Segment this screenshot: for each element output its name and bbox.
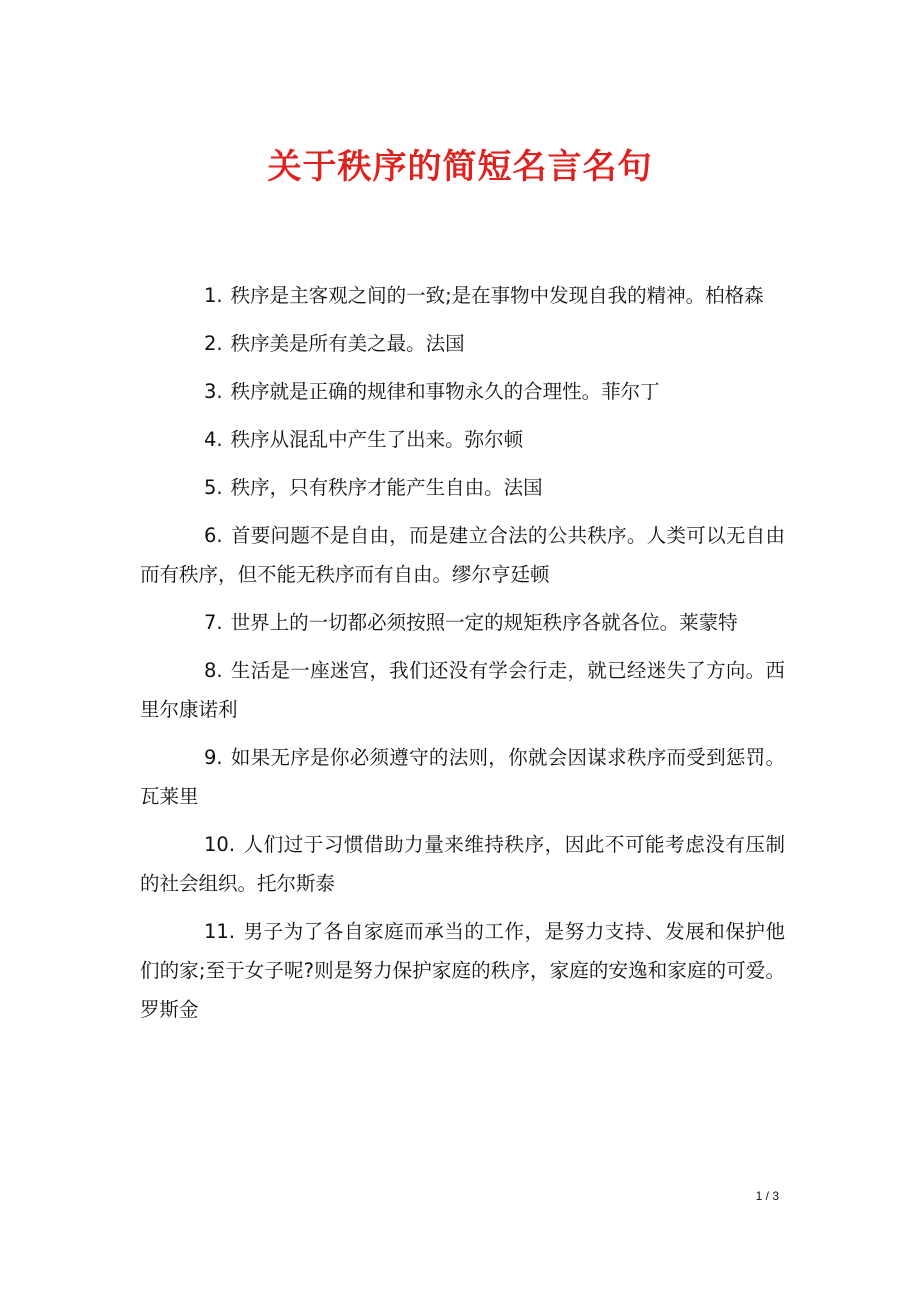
list-item <box>140 468 785 507</box>
list-item <box>140 603 785 642</box>
item-text: 如果无序是你必须遵守的法则，你就会因谋求秩序而受到惩罚。瓦莱里 <box>140 746 785 808</box>
list-item <box>140 912 785 1029</box>
list-item <box>140 324 785 363</box>
item-number: 7. <box>204 611 223 634</box>
list-item <box>140 276 785 315</box>
item-number: 5. <box>204 476 223 499</box>
item-number: 10. <box>204 833 236 856</box>
item-text: 世界上的一切都必须按照一定的规矩秩序各就各位。莱蒙特 <box>230 611 738 634</box>
item-text: 秩序就是正确的规律和事物永久的合理性。菲尔丁 <box>230 380 660 403</box>
item-number: 9. <box>204 746 223 769</box>
list-item <box>140 651 785 729</box>
item-text: 首要问题不是自由，而是建立合法的公共秩序。人类可以无自由而有秩序，但不能无秩序而有自由。缪尔亨廷顿 <box>140 524 785 586</box>
item-number: 11. <box>204 920 236 943</box>
item-text: 秩序是主客观之间的一致;是在事物中发现自我的精神。柏格森 <box>230 284 764 307</box>
item-number: 3. <box>204 380 223 403</box>
page-title: 关于秩序的简短名言名句 <box>267 147 653 187</box>
item-number: 4. <box>204 428 223 451</box>
item-text: 生活是一座迷宫，我们还没有学会行走，就已经迷失了方向。西里尔康诺利 <box>140 659 785 721</box>
item-text: 男子为了各自家庭而承当的工作，是努力支持、发展和保护他们的家;至于女子呢?则是努力保护家庭的秩序，家庭的安逸和家庭的可爱。罗斯金 <box>140 920 785 1021</box>
list-item <box>140 372 785 411</box>
list-item <box>140 420 785 459</box>
item-number: 6. <box>204 524 223 547</box>
item-text: 秩序，只有秩序才能产生自由。法国 <box>230 476 543 499</box>
list-item <box>140 825 785 903</box>
item-number: 8. <box>204 659 223 682</box>
quote-list <box>140 276 785 1038</box>
page-number: 1 / 3 <box>755 1189 779 1203</box>
item-text: 秩序从混乱中产生了出来。弥尔顿 <box>230 428 524 451</box>
item-number: 1. <box>204 284 223 307</box>
item-text: 秩序美是所有美之最。法国 <box>230 332 465 355</box>
list-item <box>140 516 785 594</box>
list-item <box>140 738 785 816</box>
item-text: 人们过于习惯借助力量来维持秩序，因此不可能考虑没有压制的社会组织。托尔斯泰 <box>140 833 785 895</box>
item-number: 2. <box>204 332 223 355</box>
